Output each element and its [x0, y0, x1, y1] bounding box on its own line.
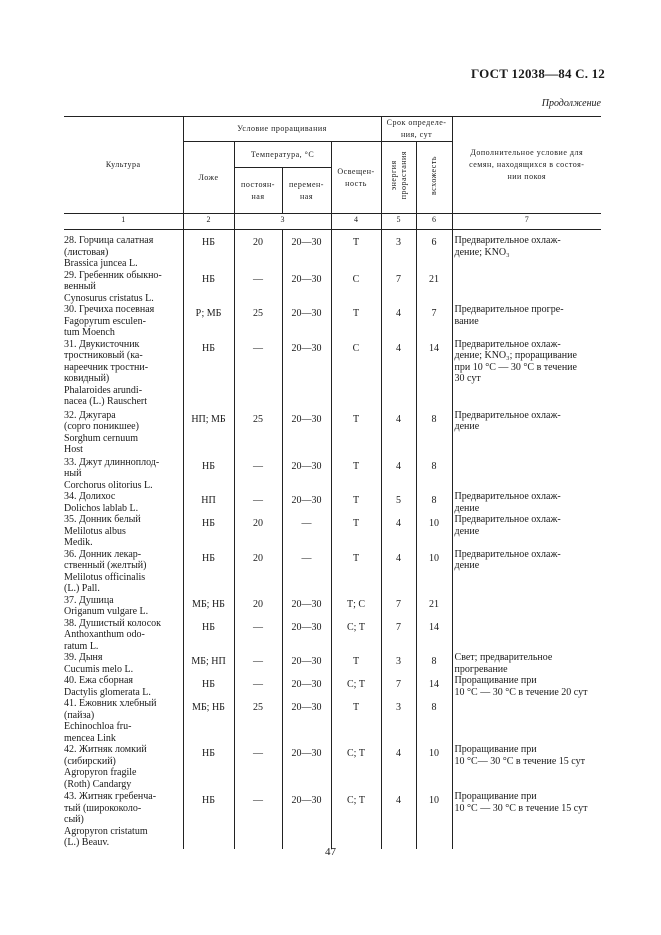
bed-cell: МБ; НП [183, 652, 234, 675]
culture-cell: 36. Донник лекар- ственный (желтый) Melilotus officinalis (L.) Pall. [64, 549, 183, 595]
light-cell: С; Т [331, 791, 381, 849]
energy-cell: 7 [381, 270, 416, 305]
light-cell: С [331, 339, 381, 410]
table-row [64, 491, 601, 514]
energy-cell: 4 [381, 791, 416, 849]
table-row [64, 791, 601, 849]
note-cell [452, 618, 601, 653]
col-term-header: Срок определе- ния, сут [381, 117, 452, 142]
note-cell: Свет; предварительное прогревание [454, 652, 553, 675]
bed-cell: НБ [183, 791, 234, 849]
temp-alternating-cell: 20—30 [282, 270, 331, 305]
culture-cell: 34. Долихос Dolichos lablab L. [64, 491, 183, 514]
bed-cell: НБ [183, 339, 234, 410]
col-constant-header: постоян- ная [234, 168, 282, 214]
note-cell [452, 698, 601, 744]
note-cell [452, 457, 601, 492]
col-light-header: Освещен- ность [331, 142, 381, 214]
culture-cell: 38. Душистый колосок Anthoxanthum odo- ratum L. [64, 618, 183, 653]
energy-cell: 3 [381, 652, 416, 675]
culture-cell: 43. Житняк гребенча- тый (ширококоло- сый) Agropyron cristatum (L.) Beauv. [64, 791, 183, 849]
germination-cell: 8 [416, 652, 452, 675]
col-number: 2 [183, 214, 234, 230]
temp-alternating-cell: 20—30 [282, 304, 331, 339]
table-row [64, 457, 601, 492]
culture-cell: 28. Горчица салатная (листовая) Brassica juncea L. [64, 230, 183, 270]
energy-cell: 7 [381, 675, 416, 698]
bed-cell: НП; МБ [183, 410, 234, 457]
bed-cell: Р; МБ [183, 304, 234, 339]
table-row [64, 744, 601, 791]
germination-cell: 8 [416, 698, 452, 744]
temp-constant-cell: — [234, 339, 282, 410]
col-conditions-header: Условие проращивания [183, 117, 381, 142]
bed-cell: МБ; НБ [183, 595, 234, 618]
germination-cell: 8 [416, 457, 452, 492]
germination-cell: 10 [416, 744, 452, 791]
temp-alternating-cell: 20—30 [282, 339, 331, 410]
energy-cell: 4 [381, 514, 416, 549]
bed-cell: НБ [183, 514, 234, 549]
bed-cell: МБ; НБ [183, 698, 234, 744]
bed-cell: НБ [183, 744, 234, 791]
temp-alternating-cell: 20—30 [282, 675, 331, 698]
bed-cell: НБ [183, 675, 234, 698]
light-cell: Т [331, 304, 381, 339]
table-row [64, 339, 601, 410]
temp-constant-cell: 20 [234, 595, 282, 618]
temp-constant-cell: 25 [234, 410, 282, 457]
col-energy-header: энергия прорастания [381, 142, 416, 214]
bed-cell: НБ [183, 618, 234, 653]
table-row [64, 549, 601, 595]
col-extra-header: Дополнительное условие для семян, находящихся в состоя- нии покоя [452, 117, 601, 214]
light-cell: Т [331, 549, 381, 595]
temp-alternating-cell: 20—30 [282, 457, 331, 492]
energy-cell: 4 [381, 457, 416, 492]
note-cell: Проращивание при 10 °С — 30 °С в течение 15 сут [454, 791, 588, 814]
light-cell: С [331, 270, 381, 305]
table-row [64, 304, 601, 339]
energy-cell: 7 [381, 618, 416, 653]
temp-constant-cell: 20 [234, 514, 282, 549]
temp-constant-cell: 25 [234, 304, 282, 339]
light-cell: С; Т [331, 675, 381, 698]
germination-cell: 8 [416, 410, 452, 457]
bed-cell: НБ [183, 230, 234, 270]
light-cell: Т [331, 652, 381, 675]
temp-constant-cell: — [234, 618, 282, 653]
energy-cell: 7 [381, 595, 416, 618]
temp-constant-cell: — [234, 491, 282, 514]
temp-alternating-cell: 20—30 [282, 491, 331, 514]
temp-alternating-cell: 20—30 [282, 791, 331, 849]
col-number: 1 [64, 214, 183, 230]
germination-cell: 7 [416, 304, 452, 339]
table-row [64, 652, 601, 675]
page-number: 47 [325, 846, 336, 858]
temp-alternating-cell: 20—30 [282, 698, 331, 744]
temp-constant-cell: — [234, 652, 282, 675]
temp-constant-cell: 20 [234, 230, 282, 270]
temp-alternating-cell: — [282, 549, 331, 595]
table-row [64, 675, 601, 698]
note-cell: Предварительное охлаж- дение; KNO₃ [454, 235, 561, 258]
col-number: 4 [331, 214, 381, 230]
culture-cell: 42. Житняк ломкий (сибирский) Agropyron fragile (Roth) Candargy [64, 744, 183, 791]
temp-alternating-cell: 20—30 [282, 744, 331, 791]
note-cell: Предварительное охлаж- дение [454, 409, 561, 432]
temp-alternating-cell: 20—30 [282, 652, 331, 675]
col-alternating-header: перемен- ная [282, 168, 331, 214]
note-cell [452, 595, 601, 618]
temp-alternating-cell: 20—30 [282, 595, 331, 618]
culture-cell: 37. Душица Origanum vulgare L. [64, 595, 183, 618]
table-row [64, 698, 601, 744]
col-bed-header: Ложе [183, 142, 234, 214]
light-cell: Т [331, 514, 381, 549]
temp-constant-cell: 20 [234, 549, 282, 595]
energy-cell: 4 [381, 304, 416, 339]
light-cell: Т [331, 410, 381, 457]
germination-cell: 14 [416, 339, 452, 410]
temp-constant-cell: — [234, 744, 282, 791]
germination-cell: 14 [416, 618, 452, 653]
culture-cell: 30. Гречиха посевная Fagopyrum esculen- tum Moench [64, 304, 183, 339]
note-cell: Предварительное прогре- вание [454, 304, 564, 327]
energy-cell: 4 [381, 410, 416, 457]
table-row [64, 230, 601, 270]
table-row [64, 514, 601, 549]
bed-cell: НБ [183, 549, 234, 595]
light-cell: Т [331, 230, 381, 270]
bed-cell: НП [183, 491, 234, 514]
temp-constant-cell: — [234, 791, 282, 849]
col-number: 6 [416, 214, 452, 230]
note-cell: Проращивание при 10 °С — 30 °С в течение 20 сут [454, 675, 588, 698]
note-cell: Предварительное охлаж- дение [454, 548, 561, 571]
standard-header: ГОСТ 12038—84 С. 12 [471, 66, 605, 81]
germination-cell: 6 [416, 230, 452, 270]
note-cell: Предварительное охлаж- дение [454, 491, 561, 514]
light-cell: С; Т [331, 618, 381, 653]
energy-cell: 3 [381, 230, 416, 270]
germination-cell: 14 [416, 675, 452, 698]
energy-cell: 5 [381, 491, 416, 514]
light-cell: Т [331, 491, 381, 514]
col-number: 3 [234, 214, 331, 230]
germination-cell: 21 [416, 595, 452, 618]
temp-alternating-cell: — [282, 514, 331, 549]
germination-cell: 21 [416, 270, 452, 305]
note-cell: Проращивание при 10 °С— 30 °С в течение 15 сут [454, 744, 585, 767]
germination-table [64, 116, 601, 849]
note-cell: Предварительное охлаж- дение [454, 514, 561, 537]
light-cell: Т [331, 457, 381, 492]
culture-cell: 41. Ежовник хлебный (пайза) Echinochloa fru- mencea Link [64, 698, 183, 744]
culture-cell: 29. Гребенник обыкно- венный Cynosurus cristatus L. [64, 270, 183, 305]
bed-cell: НБ [183, 457, 234, 492]
culture-cell: 33. Джут длинноплод- ный Corchorus olitorius L. [64, 457, 183, 492]
col-number: 5 [381, 214, 416, 230]
bed-cell: НБ [183, 270, 234, 305]
temp-constant-cell: — [234, 270, 282, 305]
light-cell: Т; С [331, 595, 381, 618]
temp-alternating-cell: 20—30 [282, 230, 331, 270]
germination-cell: 8 [416, 491, 452, 514]
germination-cell: 10 [416, 791, 452, 849]
energy-cell: 4 [381, 339, 416, 410]
note-cell [452, 270, 601, 305]
col-germination-header: всхожесть [416, 142, 452, 214]
germination-cell: 10 [416, 514, 452, 549]
table-row [64, 618, 601, 653]
culture-cell: 35. Донник белый Melilotus albus Medik. [64, 514, 183, 549]
culture-cell: 40. Ежа сборная Dactylis glomerata L. [64, 675, 183, 698]
germination-cell: 10 [416, 549, 452, 595]
temp-constant-cell: — [234, 457, 282, 492]
culture-cell: 32. Джугара (сорго поникшее) Sorghum cernuum Host [64, 410, 183, 457]
col-number: 7 [452, 214, 601, 230]
table-row [64, 270, 601, 305]
temp-alternating-cell: 20—30 [282, 410, 331, 457]
culture-cell: 39. Дыня Cucumis melo L. [64, 652, 183, 675]
note-cell: Предварительное охлаж- дение; KNO₃; проращивание при 10 °С — 30 °С в течение 30 сут [454, 338, 577, 384]
light-cell: С; Т [331, 744, 381, 791]
temp-alternating-cell: 20—30 [282, 618, 331, 653]
light-cell: Т [331, 698, 381, 744]
table-row [64, 410, 601, 457]
col-culture-header: Культура [64, 117, 183, 214]
column-number-row [64, 214, 601, 230]
energy-cell: 4 [381, 549, 416, 595]
table-row [64, 595, 601, 618]
col-temperature-header: Температура, °С [234, 142, 331, 168]
temp-constant-cell: 25 [234, 698, 282, 744]
temp-constant-cell: — [234, 675, 282, 698]
energy-cell: 3 [381, 698, 416, 744]
culture-cell: 31. Двукисточник тростниковый (ка- нареечник тростни- ковидный) Phalaroides arundi- nacea (L.) Rauschert [64, 339, 183, 410]
energy-cell: 4 [381, 744, 416, 791]
continued-label: Продолжение [541, 98, 601, 109]
